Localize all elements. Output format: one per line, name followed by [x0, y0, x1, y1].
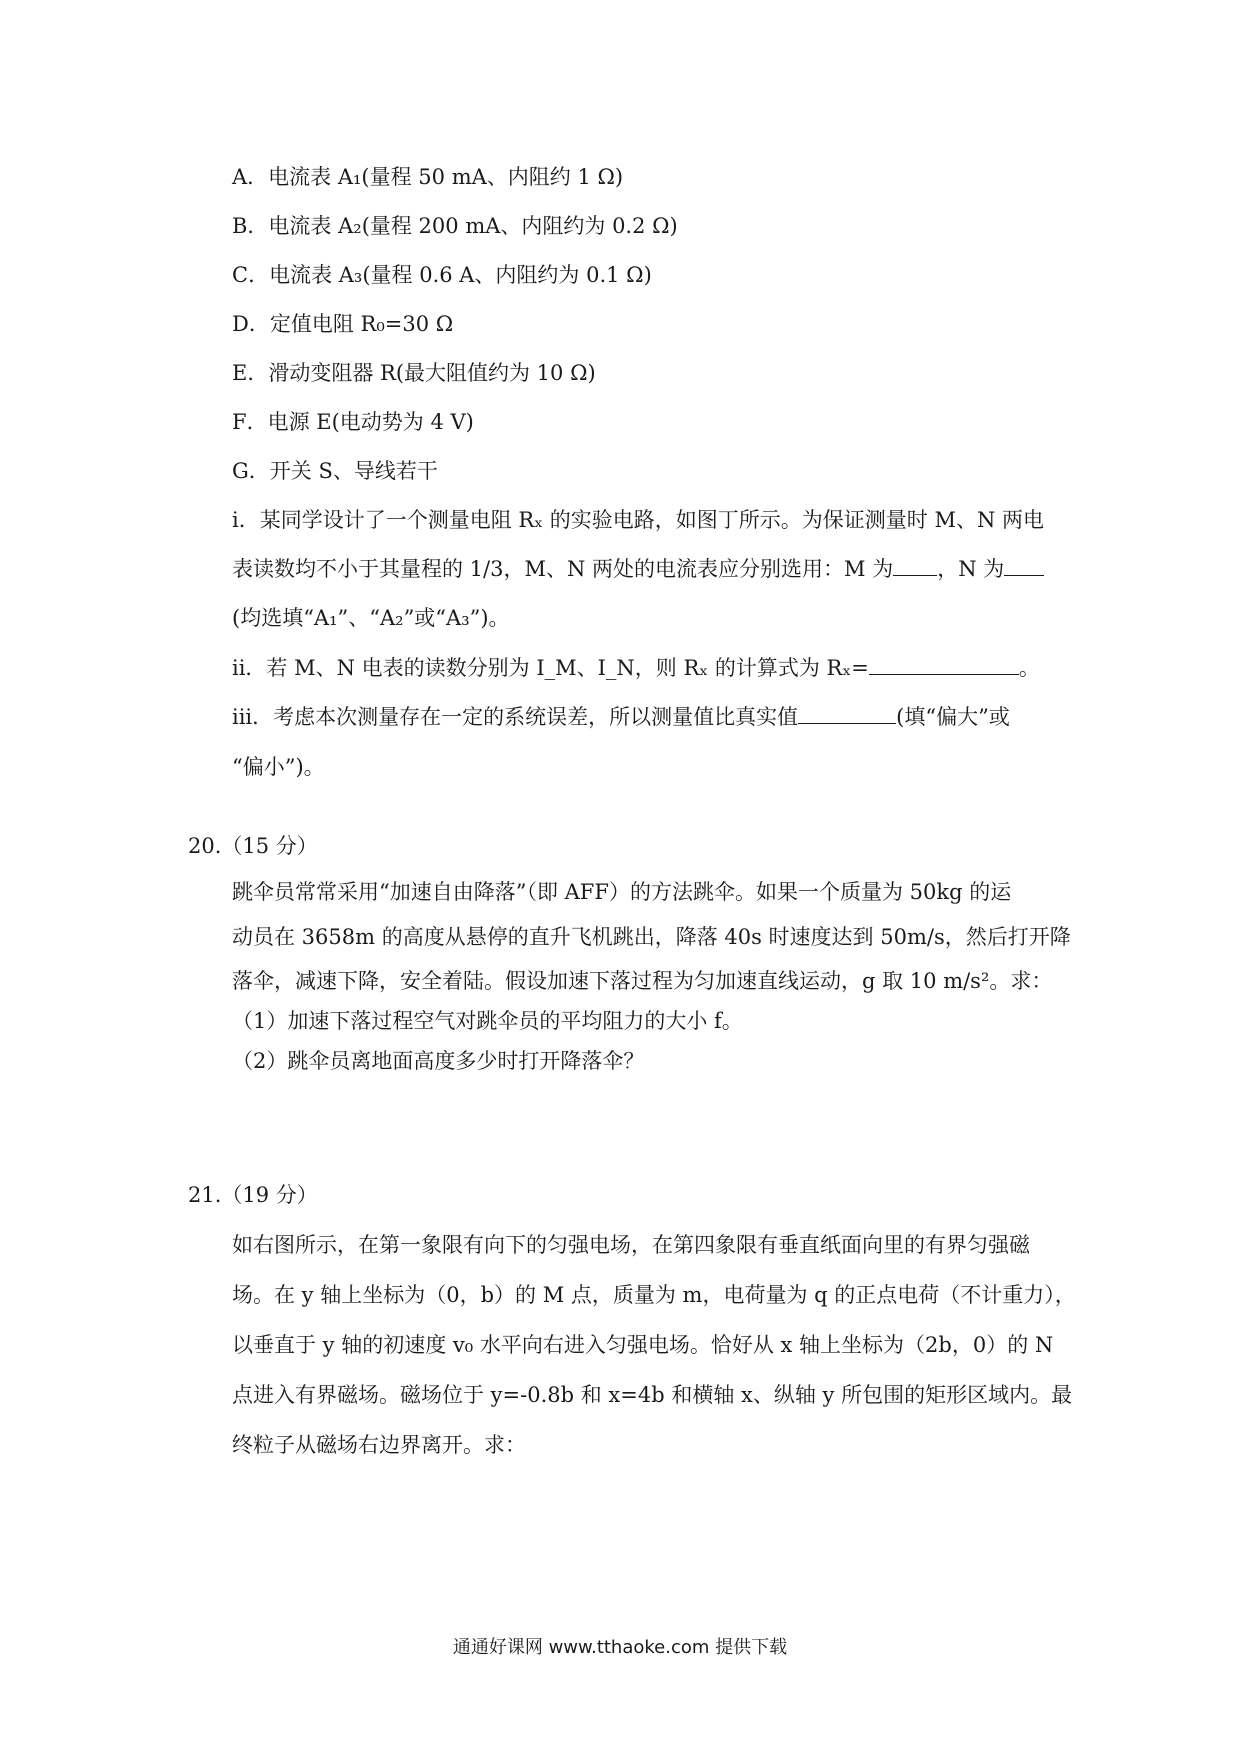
q21-line-2: 场。在 y 轴上坐标为（0，b）的 M 点，质量为 m，电荷量为 q 的正点电荷（不计重力）， — [232, 1283, 1076, 1307]
q19-i-line2-text-n: ，N 为 — [937, 557, 1005, 581]
page-footer: 通通好课网 www.tthaoke.com 提供下载 — [452, 1637, 788, 1658]
answer-blank-m[interactable] — [893, 555, 937, 576]
q21-line-3: 以垂直于 y 轴的初速度 v₀ 水平向右进入匀强电场。恰好从 x 轴上坐标为（2b，0）的 N — [232, 1333, 1054, 1357]
option-b: B．电流表 A₂(量程 200 mA、内阻约为 0.2 Ω) — [232, 214, 678, 238]
option-c: C．电流表 A₃(量程 0.6 A、内阻约为 0.1 Ω) — [232, 263, 652, 287]
q19-i-line2 — [232, 554, 1044, 584]
q19-i-line2-text: 表读数均不小于其量程的 1/3，M、N 两处的电流表应分别选用：M 为 — [232, 557, 894, 581]
option-d: D．定值电阻 R₀=30 Ω — [232, 312, 454, 336]
q20-line-2: 动员在 3658m 的高度从悬停的直升飞机跳出，降落 40s 时速度达到 50m/s，然后打开降 — [232, 925, 1071, 949]
answer-blank-rx[interactable] — [869, 654, 1019, 675]
option-e: E．滑动变阻器 R(最大阻值约为 10 Ω) — [232, 361, 596, 385]
q21-line-5: 终粒子从磁场右边界离开。求： — [232, 1433, 526, 1457]
q19-i-line3: (均选填“A₁”、“A₂”或“A₃”)。 — [232, 606, 510, 630]
answer-blank-n[interactable] — [1004, 555, 1044, 576]
q19-ii-end: 。 — [1018, 656, 1040, 680]
q19-ii-text: ii．若 M、N 电表的读数分别为 I_M、I_N，则 Rₓ 的计算式为 Rₓ= — [232, 656, 869, 680]
q21-header: 21.（19 分） — [188, 1183, 318, 1207]
option-a: A．电流表 A₁(量程 50 mA、内阻约 1 Ω) — [232, 165, 624, 189]
q19-iii-text-b: (填“偏大”或 — [896, 705, 1010, 729]
q19-iii-line2: “偏小”)。 — [232, 755, 325, 779]
q20-line-1: 跳伞员常常采用“加速自由降落”（即 AFF）的方法跳伞。如果一个质量为 50kg 的运 — [232, 880, 1012, 904]
q21-line-1: 如右图所示，在第一象限有向下的匀强电场，在第四象限有垂直纸面向里的有界匀强磁 — [232, 1233, 1030, 1257]
q20-line-4: （1）加速下落过程空气对跳伞员的平均阻力的大小 f。 — [232, 1009, 743, 1033]
q20-line-5: （2）跳伞员离地面高度多少时打开降落伞？ — [232, 1049, 645, 1073]
q19-iii — [232, 702, 1010, 732]
q20-header: 20.（15 分） — [188, 834, 318, 858]
option-f: F．电源 E(电动势为 4 V) — [232, 410, 474, 434]
q21-line-4: 点进入有界磁场。磁场位于 y=-0.8b 和 x=4b 和横轴 x、纵轴 y 所包围的矩形区域内。最 — [232, 1383, 1073, 1407]
option-g: G．开关 S、导线若干 — [232, 459, 438, 483]
q19-iii-text: iii．考虑本次测量存在一定的系统误差，所以测量值比真实值 — [232, 705, 799, 729]
q19-i-line1: i．某同学设计了一个测量电阻 Rₓ 的实验电路，如图丁所示。为保证测量时 M、N 两电 — [232, 508, 1045, 532]
answer-blank-error[interactable] — [798, 703, 896, 724]
q19-ii — [232, 653, 1040, 683]
q20-line-3: 落伞，减速下降，安全着陆。假设加速下落过程为匀加速直线运动，g 取 10 m/s²。求： — [232, 969, 1053, 993]
